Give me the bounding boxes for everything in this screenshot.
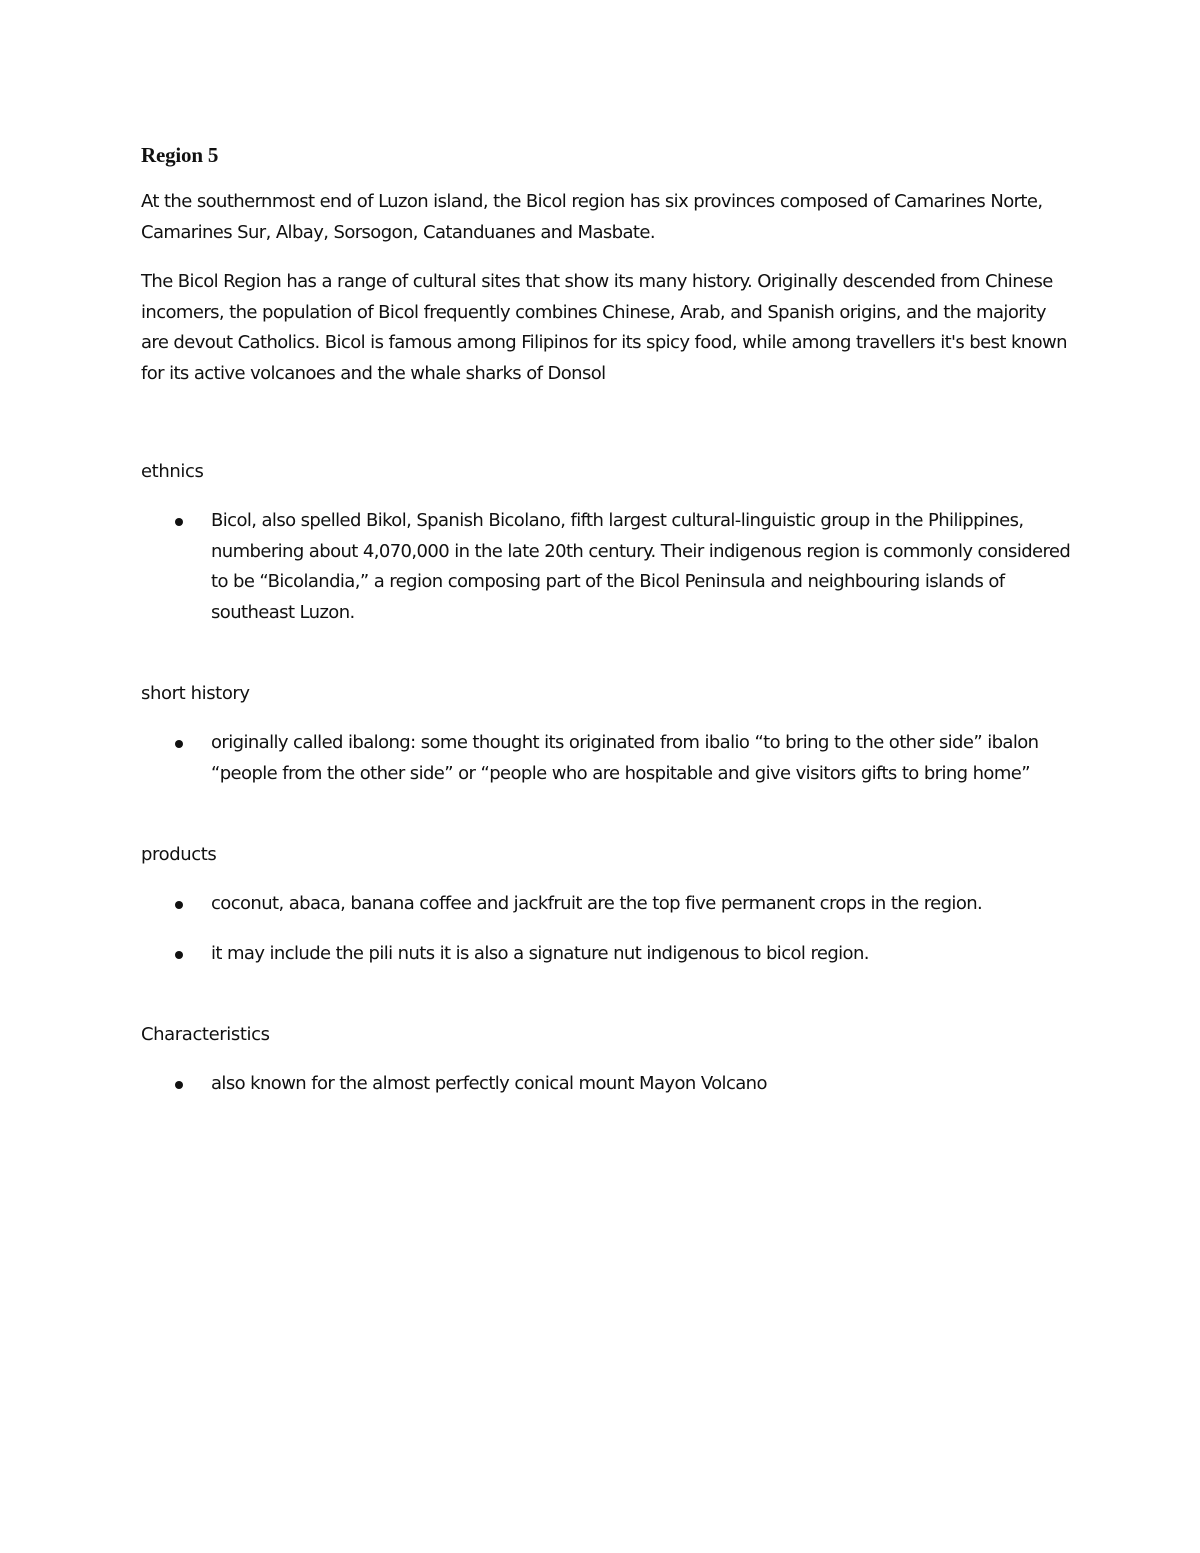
list-item bbox=[141, 1069, 1071, 1100]
section-characteristics bbox=[141, 1020, 1071, 1100]
section-products bbox=[141, 840, 1071, 969]
bullet-icon bbox=[175, 740, 183, 748]
list-item-text: coconut, abaca, banana coffee and jackfruit are the top five permanent crops in the region. bbox=[211, 893, 983, 914]
bullet-icon bbox=[175, 518, 183, 526]
section-heading-short-history: short history bbox=[141, 683, 250, 704]
bullet-list-ethnics bbox=[141, 506, 1071, 628]
bullet-icon bbox=[175, 951, 183, 959]
document-title: Region 5 bbox=[141, 143, 219, 167]
bullet-list-short-history bbox=[141, 728, 1071, 789]
intro-paragraph-culture: The Bicol Region has a range of cultural sites that show its many history. Originally descended from Chinese incomers, the population of Bicol frequently combines Chinese, Arab, and Spanish origins, and the majority are devout Catholics. Bicol is famous among Filipinos for its spicy food, while among travellers it's best known for its active volcanoes and the whale sharks of Donsol bbox=[141, 271, 1067, 384]
list-item-text: it may include the pili nuts it is also a signature nut indigenous to bicol region. bbox=[211, 942, 869, 964]
section-heading-characteristics: Characteristics bbox=[141, 1024, 270, 1045]
bullet-list-products bbox=[141, 889, 1071, 969]
bullet-icon bbox=[175, 1081, 183, 1089]
section-heading-ethnics: ethnics bbox=[141, 461, 204, 482]
intro-paragraph-provinces: At the southernmost end of Luzon island, the Bicol region has six provinces composed of Camarines Norte, Camarines Sur, Albay, Sorsogon, Catanduanes and Masbate. bbox=[141, 191, 1043, 243]
list-item-text: Bicol, also spelled Bikol, Spanish Bicolano, fifth largest cultural-linguistic group in the Philippines, numbering about 4,070,000 in the late 20th century. Their indigenous region is commonly considered to be “Bicolandia,” a region composing part of the Bicol Peninsula and neighbouring islands of southeast Luzon. bbox=[211, 510, 1071, 623]
section-ethnics bbox=[141, 457, 1071, 628]
bullet-icon bbox=[175, 901, 183, 909]
section-short-history bbox=[141, 679, 1071, 789]
list-item-text: also known for the almost perfectly conical mount Mayon Volcano bbox=[211, 1073, 767, 1094]
list-item bbox=[141, 889, 1071, 920]
list-item-text: originally called ibalong: some thought its originated from ibalio “to bring to the other side” ibalon “people from the other side” or “people who are hospitable and give visitors gifts to bring home” bbox=[211, 732, 1039, 784]
list-item bbox=[141, 506, 1071, 628]
document-body bbox=[141, 140, 1071, 1119]
list-item bbox=[141, 728, 1071, 789]
bullet-list-characteristics bbox=[141, 1069, 1071, 1100]
section-heading-products: products bbox=[141, 844, 217, 865]
list-item bbox=[141, 939, 1071, 970]
